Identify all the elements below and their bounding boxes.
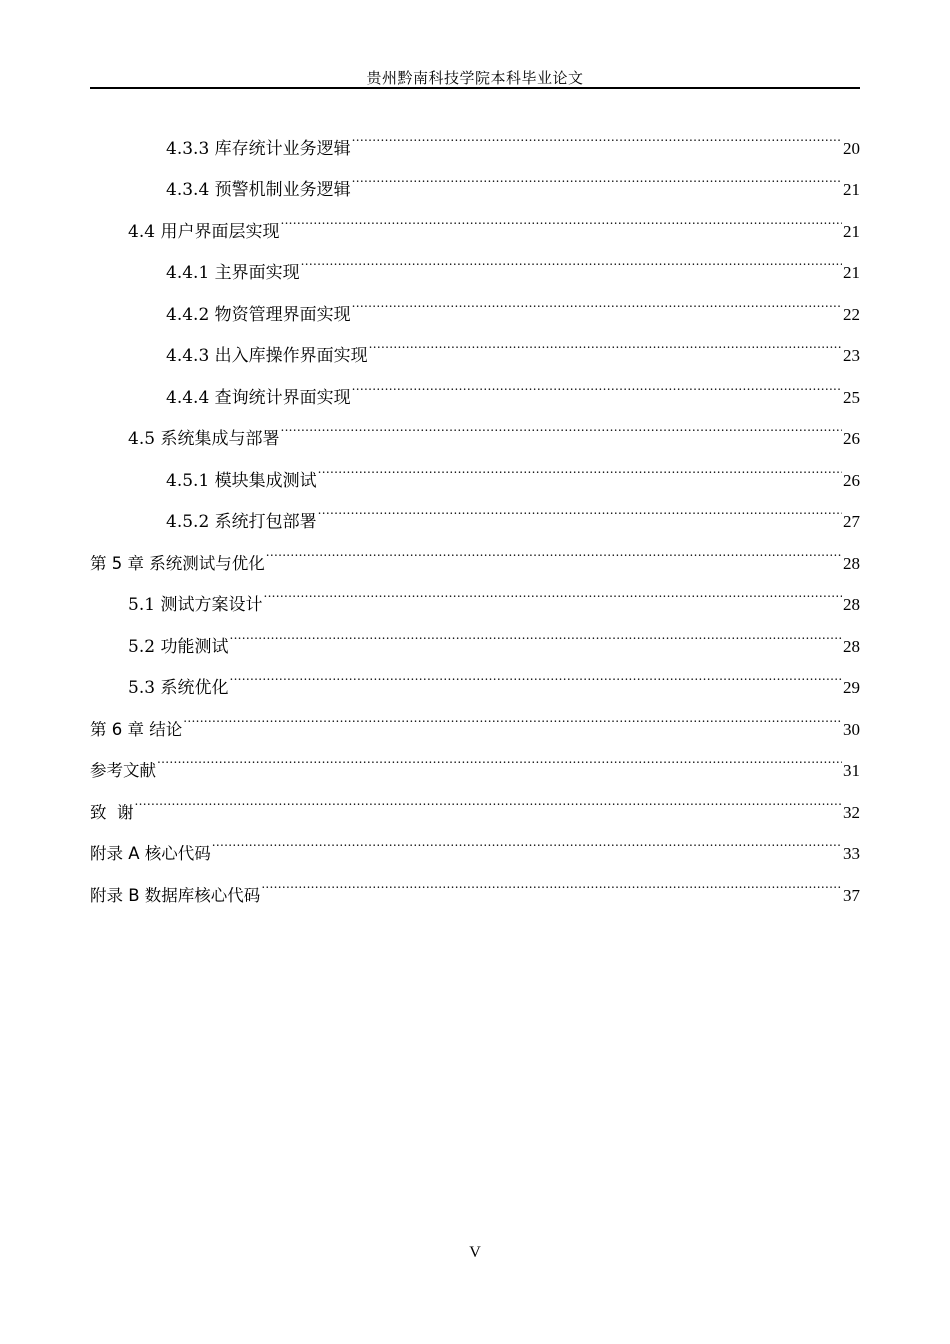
toc-entry-title: 4.4.4 查询统计界面实现	[166, 387, 351, 408]
toc-entry-4-3-3[interactable]	[90, 112, 860, 159]
toc-dot-leader	[352, 278, 842, 320]
toc-entry-page: 21	[843, 263, 860, 282]
toc-entry-title: 5.1 测试方案设计	[128, 595, 263, 615]
toc-entry-page: 28	[843, 553, 860, 573]
toc-entry-page: 20	[843, 138, 860, 158]
toc-dot-leader	[318, 486, 842, 528]
toc-entry-page: 33	[843, 844, 860, 863]
toc-dot-leader	[212, 818, 842, 860]
toc-entry-page: 28	[843, 595, 860, 614]
toc-entry-title: 参考文献	[90, 761, 156, 780]
toc-entry-title: 4.4.2 物资管理界面实现	[166, 304, 351, 325]
toc-dot-leader	[318, 444, 842, 486]
toc-entry-title: 5.3 系统优化	[128, 678, 229, 698]
toc-dot-leader	[301, 237, 842, 279]
toc-entry-title: 附录 B 数据库核心代码	[90, 885, 261, 905]
table-of-contents	[90, 112, 860, 905]
toc-entry-title: 4.5 系统集成与部署	[128, 429, 280, 449]
toc-entry-acknowledgements[interactable]	[90, 776, 860, 822]
toc-entry-title: 第 5 章 系统测试与优化	[90, 553, 265, 573]
toc-dot-leader	[352, 112, 842, 154]
toc-dot-leader	[157, 735, 842, 777]
toc-entry-title: 致 谢	[90, 802, 134, 822]
toc-entry-page: 26	[843, 429, 860, 448]
toc-entry-references[interactable]	[90, 735, 860, 780]
toc-entry-page: 23	[843, 346, 860, 365]
toc-entry-page: 26	[843, 470, 860, 490]
toc-dot-leader	[280, 403, 842, 445]
toc-dot-leader	[280, 195, 842, 237]
toc-entry-page: 21	[843, 221, 860, 241]
toc-dot-leader	[261, 859, 842, 901]
toc-entry-title: 4.4.1 主界面实现	[166, 263, 300, 283]
toc-entry-page: 37	[843, 885, 860, 905]
toc-dot-leader	[229, 610, 842, 652]
toc-dot-leader	[135, 776, 843, 818]
running-header: 贵州黔南科技学院本科毕业论文	[366, 69, 584, 87]
toc-entry-page: 31	[843, 761, 860, 780]
toc-dot-leader	[352, 154, 842, 196]
toc-entry-title: 4.4.3 出入库操作界面实现	[166, 346, 368, 366]
toc-entry-title: 5.2 功能测试	[128, 636, 229, 657]
toc-entry-title: 4.4 用户界面层实现	[128, 221, 280, 242]
toc-entry-page: 22	[843, 304, 860, 324]
header-rule	[90, 87, 860, 89]
toc-entry-title: 4.5.2 系统打包部署	[166, 512, 317, 532]
toc-dot-leader	[266, 527, 842, 569]
toc-entry-title: 附录 A 核心代码	[90, 844, 211, 863]
toc-entry-appendix-a[interactable]	[90, 818, 860, 863]
toc-entry-title: 第 6 章 结论	[90, 719, 183, 739]
toc-entry-page: 30	[843, 719, 860, 739]
toc-dot-leader	[183, 693, 842, 735]
toc-entry-title: 4.3.3 库存统计业务逻辑	[166, 138, 351, 159]
toc-entry-chapter-6[interactable]	[90, 693, 860, 739]
toc-entry-title: 4.5.1 模块集成测试	[166, 470, 317, 491]
page-number: V	[469, 1244, 481, 1261]
toc-dot-leader	[352, 361, 842, 403]
toc-dot-leader	[369, 320, 842, 362]
toc-entry-page: 28	[843, 636, 860, 656]
toc-entry-title: 4.3.4 预警机制业务逻辑	[166, 180, 351, 200]
toc-dot-leader	[263, 569, 842, 611]
toc-entry-page: 29	[843, 678, 860, 697]
toc-entry-page: 25	[843, 387, 860, 407]
toc-dot-leader	[229, 652, 842, 694]
toc-entry-page: 21	[843, 180, 860, 199]
toc-entry-page: 27	[843, 512, 860, 531]
toc-entry-page: 32	[843, 802, 860, 822]
